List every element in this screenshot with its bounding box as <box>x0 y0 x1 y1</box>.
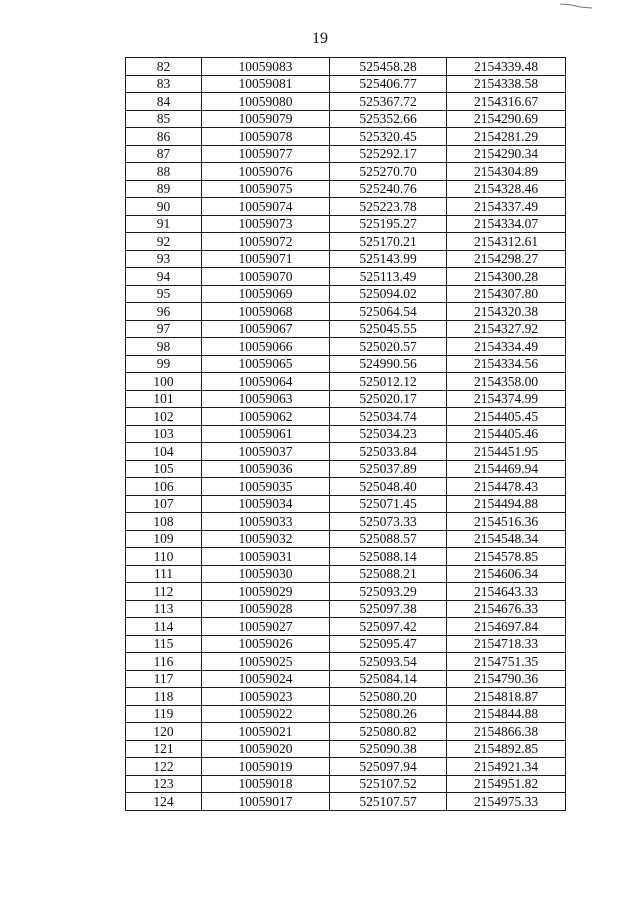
y-coordinate-cell: 2154892.85 <box>447 740 566 758</box>
y-coordinate-cell: 2154334.07 <box>447 215 566 233</box>
x-coordinate-cell: 525195.27 <box>330 215 447 233</box>
row-number-cell: 108 <box>126 513 202 531</box>
scan-mark-icon <box>558 2 594 10</box>
x-coordinate-cell: 525093.29 <box>330 583 447 601</box>
point-id-cell: 10059071 <box>202 250 330 268</box>
row-number-cell: 113 <box>126 600 202 618</box>
y-coordinate-cell: 2154451.95 <box>447 443 566 461</box>
x-coordinate-cell: 525143.99 <box>330 250 447 268</box>
row-number-cell: 84 <box>126 93 202 111</box>
x-coordinate-cell: 525097.94 <box>330 758 447 776</box>
x-coordinate-cell: 525033.84 <box>330 443 447 461</box>
x-coordinate-cell: 525034.23 <box>330 425 447 443</box>
x-coordinate-cell: 525458.28 <box>330 58 447 76</box>
row-number-cell: 111 <box>126 565 202 583</box>
row-number-cell: 100 <box>126 373 202 391</box>
table-row <box>126 548 566 566</box>
point-id-cell: 10059024 <box>202 670 330 688</box>
row-number-cell: 107 <box>126 495 202 513</box>
x-coordinate-cell: 525064.54 <box>330 303 447 321</box>
point-id-cell: 10059028 <box>202 600 330 618</box>
x-coordinate-cell: 524990.56 <box>330 355 447 373</box>
table-row <box>126 338 566 356</box>
row-number-cell: 117 <box>126 670 202 688</box>
row-number-cell: 114 <box>126 618 202 636</box>
point-id-cell: 10059036 <box>202 460 330 478</box>
point-id-cell: 10059029 <box>202 583 330 601</box>
row-number-cell: 101 <box>126 390 202 408</box>
y-coordinate-cell: 2154751.35 <box>447 653 566 671</box>
point-id-cell: 10059025 <box>202 653 330 671</box>
row-number-cell: 122 <box>126 758 202 776</box>
point-id-cell: 10059035 <box>202 478 330 496</box>
x-coordinate-cell: 525020.57 <box>330 338 447 356</box>
table-row <box>126 530 566 548</box>
table-row <box>126 460 566 478</box>
coordinates-table-body <box>126 58 566 811</box>
x-coordinate-cell: 525094.02 <box>330 285 447 303</box>
point-id-cell: 10059075 <box>202 180 330 198</box>
point-id-cell: 10059019 <box>202 758 330 776</box>
x-coordinate-cell: 525090.38 <box>330 740 447 758</box>
x-coordinate-cell: 525048.40 <box>330 478 447 496</box>
y-coordinate-cell: 2154790.36 <box>447 670 566 688</box>
point-id-cell: 10059026 <box>202 635 330 653</box>
table-row <box>126 58 566 76</box>
x-coordinate-cell: 525406.77 <box>330 75 447 93</box>
row-number-cell: 92 <box>126 233 202 251</box>
point-id-cell: 10059034 <box>202 495 330 513</box>
y-coordinate-cell: 2154478.43 <box>447 478 566 496</box>
y-coordinate-cell: 2154405.46 <box>447 425 566 443</box>
x-coordinate-cell: 525012.12 <box>330 373 447 391</box>
x-coordinate-cell: 525107.52 <box>330 775 447 793</box>
row-number-cell: 116 <box>126 653 202 671</box>
row-number-cell: 106 <box>126 478 202 496</box>
y-coordinate-cell: 2154697.84 <box>447 618 566 636</box>
x-coordinate-cell: 525107.57 <box>330 793 447 811</box>
row-number-cell: 89 <box>126 180 202 198</box>
point-id-cell: 10059083 <box>202 58 330 76</box>
table-row <box>126 670 566 688</box>
x-coordinate-cell: 525034.74 <box>330 408 447 426</box>
table-row <box>126 163 566 181</box>
x-coordinate-cell: 525223.78 <box>330 198 447 216</box>
row-number-cell: 98 <box>126 338 202 356</box>
point-id-cell: 10059020 <box>202 740 330 758</box>
point-id-cell: 10059017 <box>202 793 330 811</box>
table-row <box>126 303 566 321</box>
table-row <box>126 583 566 601</box>
point-id-cell: 10059062 <box>202 408 330 426</box>
point-id-cell: 10059032 <box>202 530 330 548</box>
y-coordinate-cell: 2154643.33 <box>447 583 566 601</box>
point-id-cell: 10059037 <box>202 443 330 461</box>
point-id-cell: 10059078 <box>202 128 330 146</box>
table-row <box>126 705 566 723</box>
row-number-cell: 96 <box>126 303 202 321</box>
row-number-cell: 94 <box>126 268 202 286</box>
table-row <box>126 75 566 93</box>
x-coordinate-cell: 525045.55 <box>330 320 447 338</box>
y-coordinate-cell: 2154290.34 <box>447 145 566 163</box>
table-row <box>126 635 566 653</box>
coordinates-table <box>125 57 566 811</box>
y-coordinate-cell: 2154304.89 <box>447 163 566 181</box>
table-row <box>126 320 566 338</box>
row-number-cell: 124 <box>126 793 202 811</box>
point-id-cell: 10059080 <box>202 93 330 111</box>
row-number-cell: 118 <box>126 688 202 706</box>
x-coordinate-cell: 525080.20 <box>330 688 447 706</box>
y-coordinate-cell: 2154334.49 <box>447 338 566 356</box>
row-number-cell: 121 <box>126 740 202 758</box>
x-coordinate-cell: 525097.42 <box>330 618 447 636</box>
point-id-cell: 10059021 <box>202 723 330 741</box>
table-row <box>126 443 566 461</box>
table-row <box>126 268 566 286</box>
y-coordinate-cell: 2154405.45 <box>447 408 566 426</box>
x-coordinate-cell: 525073.33 <box>330 513 447 531</box>
row-number-cell: 115 <box>126 635 202 653</box>
table-row <box>126 600 566 618</box>
point-id-cell: 10059033 <box>202 513 330 531</box>
row-number-cell: 104 <box>126 443 202 461</box>
row-number-cell: 99 <box>126 355 202 373</box>
y-coordinate-cell: 2154316.67 <box>447 93 566 111</box>
row-number-cell: 87 <box>126 145 202 163</box>
y-coordinate-cell: 2154718.33 <box>447 635 566 653</box>
x-coordinate-cell: 525088.14 <box>330 548 447 566</box>
point-id-cell: 10059077 <box>202 145 330 163</box>
x-coordinate-cell: 525095.47 <box>330 635 447 653</box>
y-coordinate-cell: 2154334.56 <box>447 355 566 373</box>
point-id-cell: 10059061 <box>202 425 330 443</box>
y-coordinate-cell: 2154975.33 <box>447 793 566 811</box>
point-id-cell: 10059030 <box>202 565 330 583</box>
table-row <box>126 723 566 741</box>
table-row <box>126 425 566 443</box>
y-coordinate-cell: 2154866.38 <box>447 723 566 741</box>
table-row <box>126 758 566 776</box>
table-row <box>126 250 566 268</box>
row-number-cell: 93 <box>126 250 202 268</box>
row-number-cell: 119 <box>126 705 202 723</box>
y-coordinate-cell: 2154676.33 <box>447 600 566 618</box>
y-coordinate-cell: 2154339.48 <box>447 58 566 76</box>
y-coordinate-cell: 2154290.69 <box>447 110 566 128</box>
page-number: 19 <box>312 30 328 47</box>
point-id-cell: 10059066 <box>202 338 330 356</box>
point-id-cell: 10059076 <box>202 163 330 181</box>
y-coordinate-cell: 2154951.82 <box>447 775 566 793</box>
table-row <box>126 110 566 128</box>
point-id-cell: 10059063 <box>202 390 330 408</box>
y-coordinate-cell: 2154337.49 <box>447 198 566 216</box>
table-row <box>126 355 566 373</box>
point-id-cell: 10059023 <box>202 688 330 706</box>
y-coordinate-cell: 2154578.85 <box>447 548 566 566</box>
y-coordinate-cell: 2154818.87 <box>447 688 566 706</box>
table-row <box>126 565 566 583</box>
y-coordinate-cell: 2154494.88 <box>447 495 566 513</box>
point-id-cell: 10059069 <box>202 285 330 303</box>
table-row <box>126 793 566 811</box>
x-coordinate-cell: 525170.21 <box>330 233 447 251</box>
row-number-cell: 91 <box>126 215 202 233</box>
x-coordinate-cell: 525088.21 <box>330 565 447 583</box>
y-coordinate-cell: 2154338.58 <box>447 75 566 93</box>
table-row <box>126 390 566 408</box>
x-coordinate-cell: 525113.49 <box>330 268 447 286</box>
row-number-cell: 95 <box>126 285 202 303</box>
table-row <box>126 180 566 198</box>
table-row <box>126 128 566 146</box>
x-coordinate-cell: 525071.45 <box>330 495 447 513</box>
y-coordinate-cell: 2154320.38 <box>447 303 566 321</box>
table-row <box>126 215 566 233</box>
y-coordinate-cell: 2154921.34 <box>447 758 566 776</box>
table-row <box>126 198 566 216</box>
row-number-cell: 97 <box>126 320 202 338</box>
row-number-cell: 82 <box>126 58 202 76</box>
row-number-cell: 109 <box>126 530 202 548</box>
point-id-cell: 10059031 <box>202 548 330 566</box>
x-coordinate-cell: 525080.82 <box>330 723 447 741</box>
row-number-cell: 120 <box>126 723 202 741</box>
x-coordinate-cell: 525093.54 <box>330 653 447 671</box>
point-id-cell: 10059022 <box>202 705 330 723</box>
table-row <box>126 93 566 111</box>
row-number-cell: 112 <box>126 583 202 601</box>
y-coordinate-cell: 2154469.94 <box>447 460 566 478</box>
y-coordinate-cell: 2154281.29 <box>447 128 566 146</box>
y-coordinate-cell: 2154358.00 <box>447 373 566 391</box>
point-id-cell: 10059070 <box>202 268 330 286</box>
x-coordinate-cell: 525088.57 <box>330 530 447 548</box>
y-coordinate-cell: 2154300.28 <box>447 268 566 286</box>
y-coordinate-cell: 2154298.27 <box>447 250 566 268</box>
point-id-cell: 10059074 <box>202 198 330 216</box>
point-id-cell: 10059068 <box>202 303 330 321</box>
point-id-cell: 10059081 <box>202 75 330 93</box>
x-coordinate-cell: 525084.14 <box>330 670 447 688</box>
row-number-cell: 123 <box>126 775 202 793</box>
row-number-cell: 110 <box>126 548 202 566</box>
row-number-cell: 88 <box>126 163 202 181</box>
row-number-cell: 86 <box>126 128 202 146</box>
y-coordinate-cell: 2154374.99 <box>447 390 566 408</box>
table-row <box>126 478 566 496</box>
x-coordinate-cell: 525367.72 <box>330 93 447 111</box>
row-number-cell: 103 <box>126 425 202 443</box>
x-coordinate-cell: 525352.66 <box>330 110 447 128</box>
y-coordinate-cell: 2154516.36 <box>447 513 566 531</box>
row-number-cell: 85 <box>126 110 202 128</box>
x-coordinate-cell: 525037.89 <box>330 460 447 478</box>
table-row <box>126 373 566 391</box>
point-id-cell: 10059065 <box>202 355 330 373</box>
y-coordinate-cell: 2154328.46 <box>447 180 566 198</box>
table-row <box>126 653 566 671</box>
row-number-cell: 105 <box>126 460 202 478</box>
row-number-cell: 83 <box>126 75 202 93</box>
table-row <box>126 618 566 636</box>
table-row <box>126 513 566 531</box>
point-id-cell: 10059018 <box>202 775 330 793</box>
point-id-cell: 10059072 <box>202 233 330 251</box>
x-coordinate-cell: 525270.70 <box>330 163 447 181</box>
table-row <box>126 495 566 513</box>
point-id-cell: 10059027 <box>202 618 330 636</box>
x-coordinate-cell: 525292.17 <box>330 145 447 163</box>
y-coordinate-cell: 2154327.92 <box>447 320 566 338</box>
y-coordinate-cell: 2154606.34 <box>447 565 566 583</box>
x-coordinate-cell: 525240.76 <box>330 180 447 198</box>
point-id-cell: 10059079 <box>202 110 330 128</box>
row-number-cell: 102 <box>126 408 202 426</box>
table-row <box>126 688 566 706</box>
x-coordinate-cell: 525080.26 <box>330 705 447 723</box>
row-number-cell: 90 <box>126 198 202 216</box>
x-coordinate-cell: 525097.38 <box>330 600 447 618</box>
table-row <box>126 145 566 163</box>
table-row <box>126 408 566 426</box>
x-coordinate-cell: 525320.45 <box>330 128 447 146</box>
point-id-cell: 10059064 <box>202 373 330 391</box>
y-coordinate-cell: 2154307.80 <box>447 285 566 303</box>
point-id-cell: 10059073 <box>202 215 330 233</box>
y-coordinate-cell: 2154548.34 <box>447 530 566 548</box>
y-coordinate-cell: 2154844.88 <box>447 705 566 723</box>
table-row <box>126 233 566 251</box>
x-coordinate-cell: 525020.17 <box>330 390 447 408</box>
table-row <box>126 285 566 303</box>
table-row <box>126 740 566 758</box>
table-row <box>126 775 566 793</box>
point-id-cell: 10059067 <box>202 320 330 338</box>
y-coordinate-cell: 2154312.61 <box>447 233 566 251</box>
